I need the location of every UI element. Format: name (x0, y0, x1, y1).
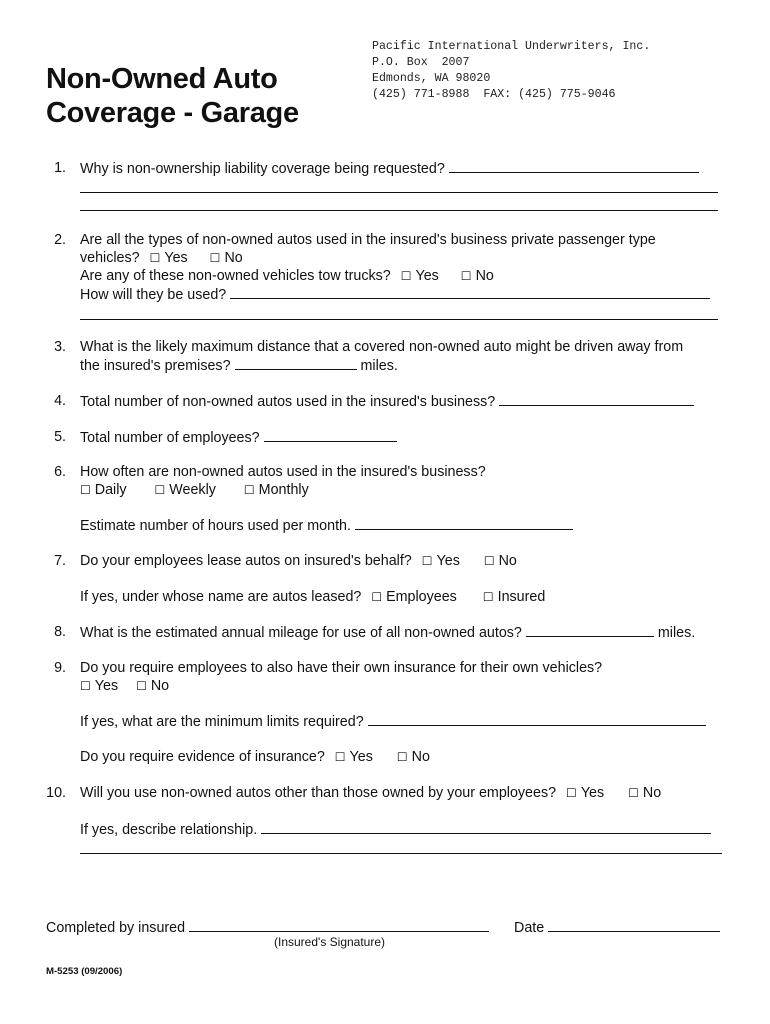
autos-count-blank[interactable] (499, 392, 694, 406)
own-insurance-yes-checkbox[interactable]: ☐ Yes (80, 678, 119, 694)
checkbox-icon: ☐ (482, 590, 494, 604)
relationship-blank-line-2[interactable] (80, 836, 722, 854)
evidence-question: Do you require evidence of insurance? (80, 749, 325, 765)
question-text: Why is non-ownership liability coverage being requested? (80, 161, 445, 177)
ppt-no-checkbox[interactable]: ☐ No (209, 250, 243, 266)
signature-caption: (Insured's Signature) (274, 935, 386, 949)
company-address-block (372, 39, 650, 103)
checkbox-icon: ☐ (209, 251, 221, 265)
title-line-2: Coverage - Garage (46, 97, 299, 129)
question-number: 3. (54, 339, 66, 355)
tow-no-checkbox[interactable]: ☐ No (460, 268, 494, 284)
hours-estimate-blank[interactable] (355, 516, 573, 530)
tow-yes-checkbox[interactable]: ☐ Yes (400, 268, 439, 284)
company-po-box: P.O. Box 2007 (372, 56, 470, 69)
checkbox-icon: ☐ (396, 750, 408, 764)
checkbox-icon: ☐ (421, 554, 433, 568)
hours-estimate-label: Estimate number of hours used per month. (80, 518, 351, 534)
company-phone-fax: (425) 771-8988 FAX: (425) 775-9046 (372, 88, 616, 101)
date-blank[interactable] (548, 918, 720, 932)
checkbox-icon: ☐ (628, 786, 639, 800)
question-text-cont: the insured's premises? (80, 358, 231, 374)
question-text: Do you require employees to also have their own insurance for their own vehicles? (80, 660, 603, 676)
question-text: Do your employees lease autos on insured's behalf? (80, 553, 412, 569)
checkbox-icon: ☐ (149, 251, 161, 265)
question-number: 5. (54, 429, 66, 445)
reason-blank-line-2[interactable] (80, 175, 718, 193)
checkbox-icon: ☐ (243, 483, 255, 497)
form-number: M-5253 (09/2006) (46, 966, 123, 977)
evidence-yes-checkbox[interactable]: ☐ Yes (334, 749, 373, 765)
limits-question: If yes, what are the minimum limits required? (80, 714, 364, 730)
tow-truck-question: Are any of these non-owned vehicles tow trucks? (80, 268, 391, 284)
checkbox-icon: ☐ (460, 269, 472, 283)
company-city: Edmonds, WA 98020 (372, 72, 491, 85)
question-number: 8. (54, 624, 66, 640)
mileage-unit: miles. (657, 625, 696, 641)
evidence-no-checkbox[interactable]: ☐ No (396, 749, 430, 765)
question-number: 1. (54, 160, 66, 176)
question-number: 10. (46, 785, 66, 801)
lease-employees-checkbox[interactable]: ☐ Employees (371, 589, 457, 605)
other-autos-yes-checkbox[interactable]: ☐ Yes (566, 785, 605, 801)
question-text: What is the likely maximum distance that a covered non-owned auto might be driven away from (80, 339, 684, 355)
lease-insured-checkbox[interactable]: ☐ Insured (482, 589, 546, 605)
distance-unit: miles. (360, 358, 398, 374)
usage-blank[interactable] (230, 285, 710, 299)
completed-by-label: Completed by insured (46, 920, 186, 936)
own-insurance-no-checkbox[interactable]: ☐ No (136, 678, 170, 694)
signature-blank[interactable] (189, 918, 489, 932)
distance-blank[interactable] (235, 356, 357, 370)
relationship-blank[interactable] (261, 820, 711, 834)
checkbox-icon: ☐ (566, 786, 577, 800)
employees-count-blank[interactable] (264, 428, 397, 442)
checkbox-icon: ☐ (400, 269, 412, 283)
question-number: 6. (54, 464, 66, 480)
title-line-1: Non-Owned Auto (46, 63, 278, 95)
question-number: 4. (54, 393, 66, 409)
checkbox-icon: ☐ (154, 483, 166, 497)
usage-blank-line-2[interactable] (80, 302, 718, 320)
signature-row (46, 918, 489, 937)
other-autos-no-checkbox[interactable]: ☐ No (628, 785, 662, 801)
monthly-checkbox[interactable]: ☐ Monthly (243, 482, 309, 498)
lease-yes-checkbox[interactable]: ☐ Yes (421, 553, 460, 569)
mileage-blank[interactable] (526, 623, 654, 637)
question-text-cont: vehicles? (80, 250, 140, 266)
question-text: Are all the types of non-owned autos used in the insured's business private passenger type (80, 232, 656, 248)
question-text: Total number of employees? (80, 430, 260, 446)
question-number: 2. (54, 232, 66, 248)
weekly-checkbox[interactable]: ☐ Weekly (154, 482, 216, 498)
form-title (46, 62, 299, 130)
checkbox-icon: ☐ (334, 750, 346, 764)
question-text: Will you use non-owned autos other than those owned by your employees? (80, 785, 557, 801)
ppt-yes-checkbox[interactable]: ☐ Yes (149, 250, 188, 266)
date-label: Date (514, 920, 545, 936)
question-number: 7. (54, 553, 66, 569)
lease-no-checkbox[interactable]: ☐ No (483, 553, 517, 569)
date-row (514, 918, 720, 937)
relationship-question: If yes, describe relationship. (80, 822, 258, 838)
question-text: Total number of non-owned autos used in the insured's business? (80, 394, 496, 410)
daily-checkbox[interactable]: ☐ Daily (80, 482, 127, 498)
lease-name-question: If yes, under whose name are autos leased? (80, 589, 362, 605)
checkbox-icon: ☐ (80, 483, 91, 497)
checkbox-icon: ☐ (483, 554, 495, 568)
reason-blank-line-3[interactable] (80, 193, 718, 211)
reason-blank[interactable] (449, 159, 699, 173)
usage-question: How will they be used? (80, 287, 227, 303)
checkbox-icon: ☐ (136, 679, 147, 693)
question-number: 9. (54, 660, 66, 676)
checkbox-icon: ☐ (80, 679, 91, 693)
company-name: Pacific International Underwriters, Inc. (372, 40, 651, 53)
checkbox-icon: ☐ (371, 590, 383, 604)
limits-blank[interactable] (368, 712, 706, 726)
question-text: How often are non-owned autos used in the insured's business? (80, 464, 486, 480)
question-text: What is the estimated annual mileage for use of all non-owned autos? (80, 625, 522, 641)
